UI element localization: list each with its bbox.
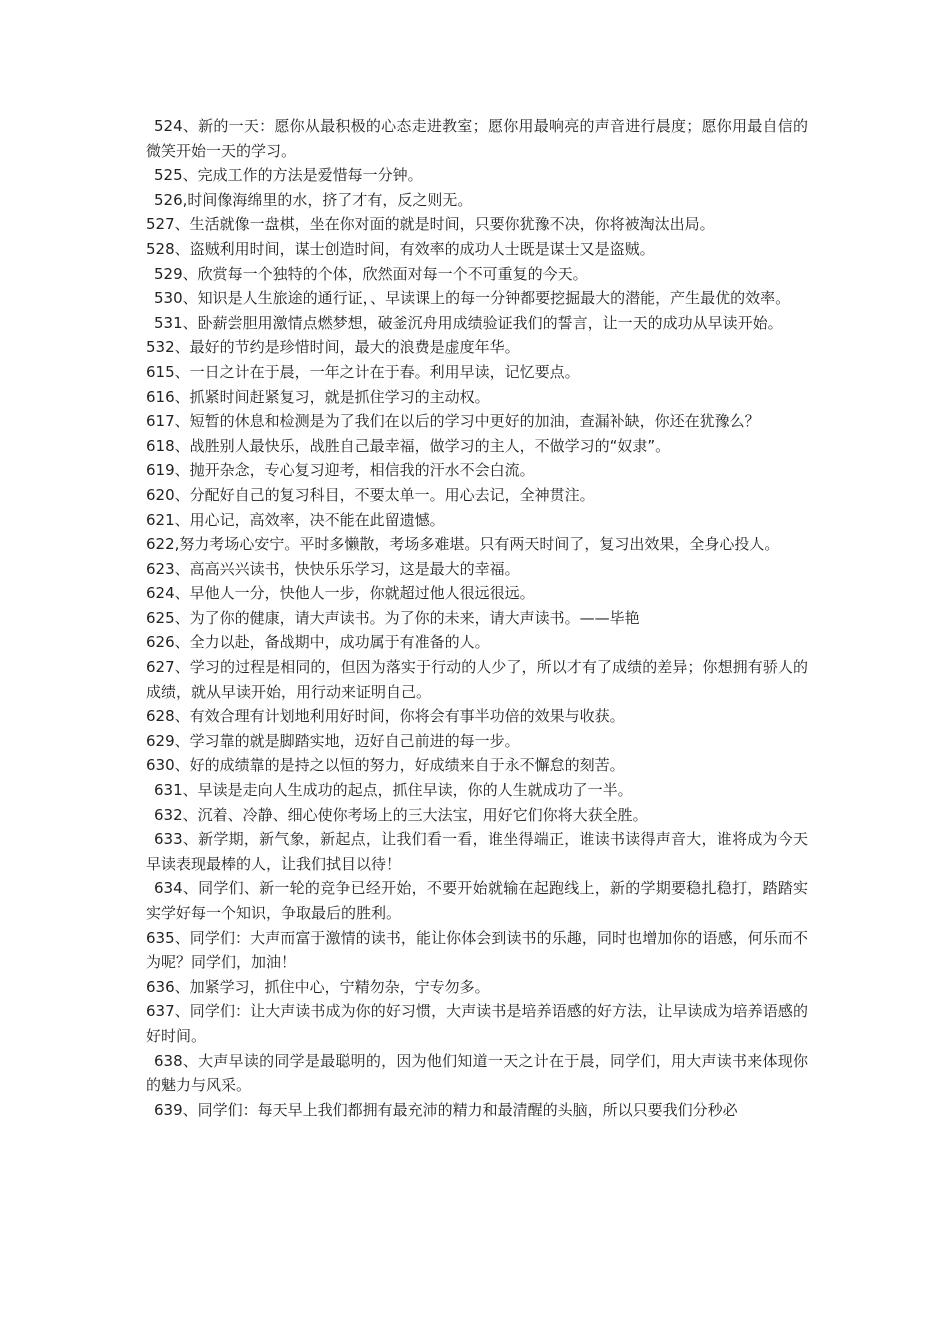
paragraph: 524、新的一天：愿你从最积极的心态走进教室；愿你用最响亮的声音进行晨度；愿你用最自信的微笑开始一天的学习。 (146, 117, 808, 160)
paragraph: 618、战胜别人最快乐，战胜自己最幸福，做学习的主人，不做学习的“奴隶”。 (146, 436, 671, 455)
paragraph: 616、抓紧时间赶紧复习，就是抓住学习的主动权。 (146, 387, 490, 406)
paragraph: 621、用心记，高效率，决不能在此留遗憾。 (146, 510, 445, 529)
paragraph: 628、有效合理有计划地利用好时间，你将会有事半功倍的效果与收获。 (146, 707, 625, 726)
paragraph: 529、欣赏每一个独特的个体，欣然面对每一个不可重复的今天。 (154, 264, 588, 283)
paragraph: 620、分配好自己的复习科目，不要太单一。用心去记，全神贯注。 (146, 485, 595, 504)
paragraph: 623、高高兴兴读书，快快乐乐学习，这是最大的幸福。 (146, 559, 520, 578)
paragraph: 530、知识是人生旅途的通行证，、早读课上的每一分钟都要挖掘最大的潜能，产生最优的效率。 (154, 289, 791, 308)
paragraph: 532、最好的节约是珍惜时间，最大的浪费是虚度年华。 (146, 338, 520, 357)
paragraph: 632、沉着、冷静、细心使你考场上的三大法宝，用好它们你将大获全胜。 (154, 805, 648, 824)
paragraph: 630、好的成绩靠的是持之以恒的努力，好成绩来自于永不懈怠的刻苦。 (146, 756, 625, 775)
paragraph: 625、为了你的健康，请大声读书。为了你的未来，请大声读书。——毕艳 (146, 608, 640, 627)
paragraph: 638、大声早读的同学是最聪明的，因为他们知道一天之计在于晨，同学们，用大声读书来体现你的魅力与风采。 (146, 1051, 808, 1095)
document-body (146, 114, 808, 1122)
paragraph: 527、生活就像一盘棋，坐在你对面的就是时间，只要你犹豫不决，你将被淘汰出局。 (146, 215, 715, 234)
paragraph: 633、新学期，新气象，新起点，让我们看一看，谁坐得端正，谁读书读得声音大，谁将成为今天早读表现最棒的人，让我们拭目以待！ (146, 830, 808, 873)
paragraph: 637、同学们：让大声读书成为你的好习惯，大声读书是培养语感的好方法，让早读成为培养语感的好时间。 (146, 1002, 808, 1045)
paragraph: 634、同学们、新一轮的竞争已经开始，不要开始就输在起跑线上，新的学期要稳扎稳打，踏踏实实学好每一个知识，争取最后的胜利。 (146, 879, 808, 922)
paragraph: 526,时间像海绵里的水，挤了才有，反之则无。 (154, 190, 473, 209)
paragraph: 531、卧薪尝胆用激情点燃梦想，破釜沉舟用成绩验证我们的誓言，让一天的成功从早读开始。 (154, 313, 783, 332)
paragraph: 528、盗贼利用时间，谋士创造时间，有效率的成功人士既是谋士又是盗贼。 (146, 239, 655, 258)
paragraph: 631、早读是走向人生成功的起点，抓住早读，你的人生就成功了一半。 (154, 781, 633, 800)
paragraph: 639、同学们：每天早上我们都拥有最充沛的精力和最清醒的头脑，所以只要我们分秒必 (154, 1100, 738, 1119)
paragraph: 636、加紧学习，抓住中心，宁精勿杂，宁专勿多。 (146, 977, 490, 996)
paragraph: 635、同学们：大声而富于激情的读书，能让你体会到读书的乐趣，同时也增加你的语感，何乐而不为呢？同学们，加油！ (146, 928, 808, 972)
paragraph: 627、学习的过程是相同的，但因为落实于行动的人少了，所以才有了成绩的差异；你想拥有骄人的成绩，就从早读开始，用行动来证明自己。 (146, 658, 808, 701)
paragraph: 626、全力以赴，备战期中，成功属于有准备的人。 (146, 633, 490, 652)
paragraph: 624、早他人一分，快他人一步，你就超过他人很远很远。 (146, 584, 535, 603)
paragraph: 615、一日之计在于晨，一年之计在于春。利用早读，记忆要点。 (146, 362, 580, 381)
paragraph: 525、完成工作的方法是爱惜每一分钟。 (154, 166, 423, 185)
paragraph: 617、短暂的休息和检测是为了我们在以后的学习中更好的加油，查漏补缺，你还在犹豫么？ (146, 412, 760, 431)
paragraph: 619、抛开杂念，专心复习迎考，相信我的汗水不会白流。 (146, 461, 535, 480)
paragraph: 629、学习靠的就是脚踏实地，迈好自己前进的每一步。 (146, 731, 520, 750)
paragraph: 622,努力考场心安宁。平时多懒散，考场多难堪。只有两天时间了，复习出效果，全身心投人。 (146, 535, 780, 554)
